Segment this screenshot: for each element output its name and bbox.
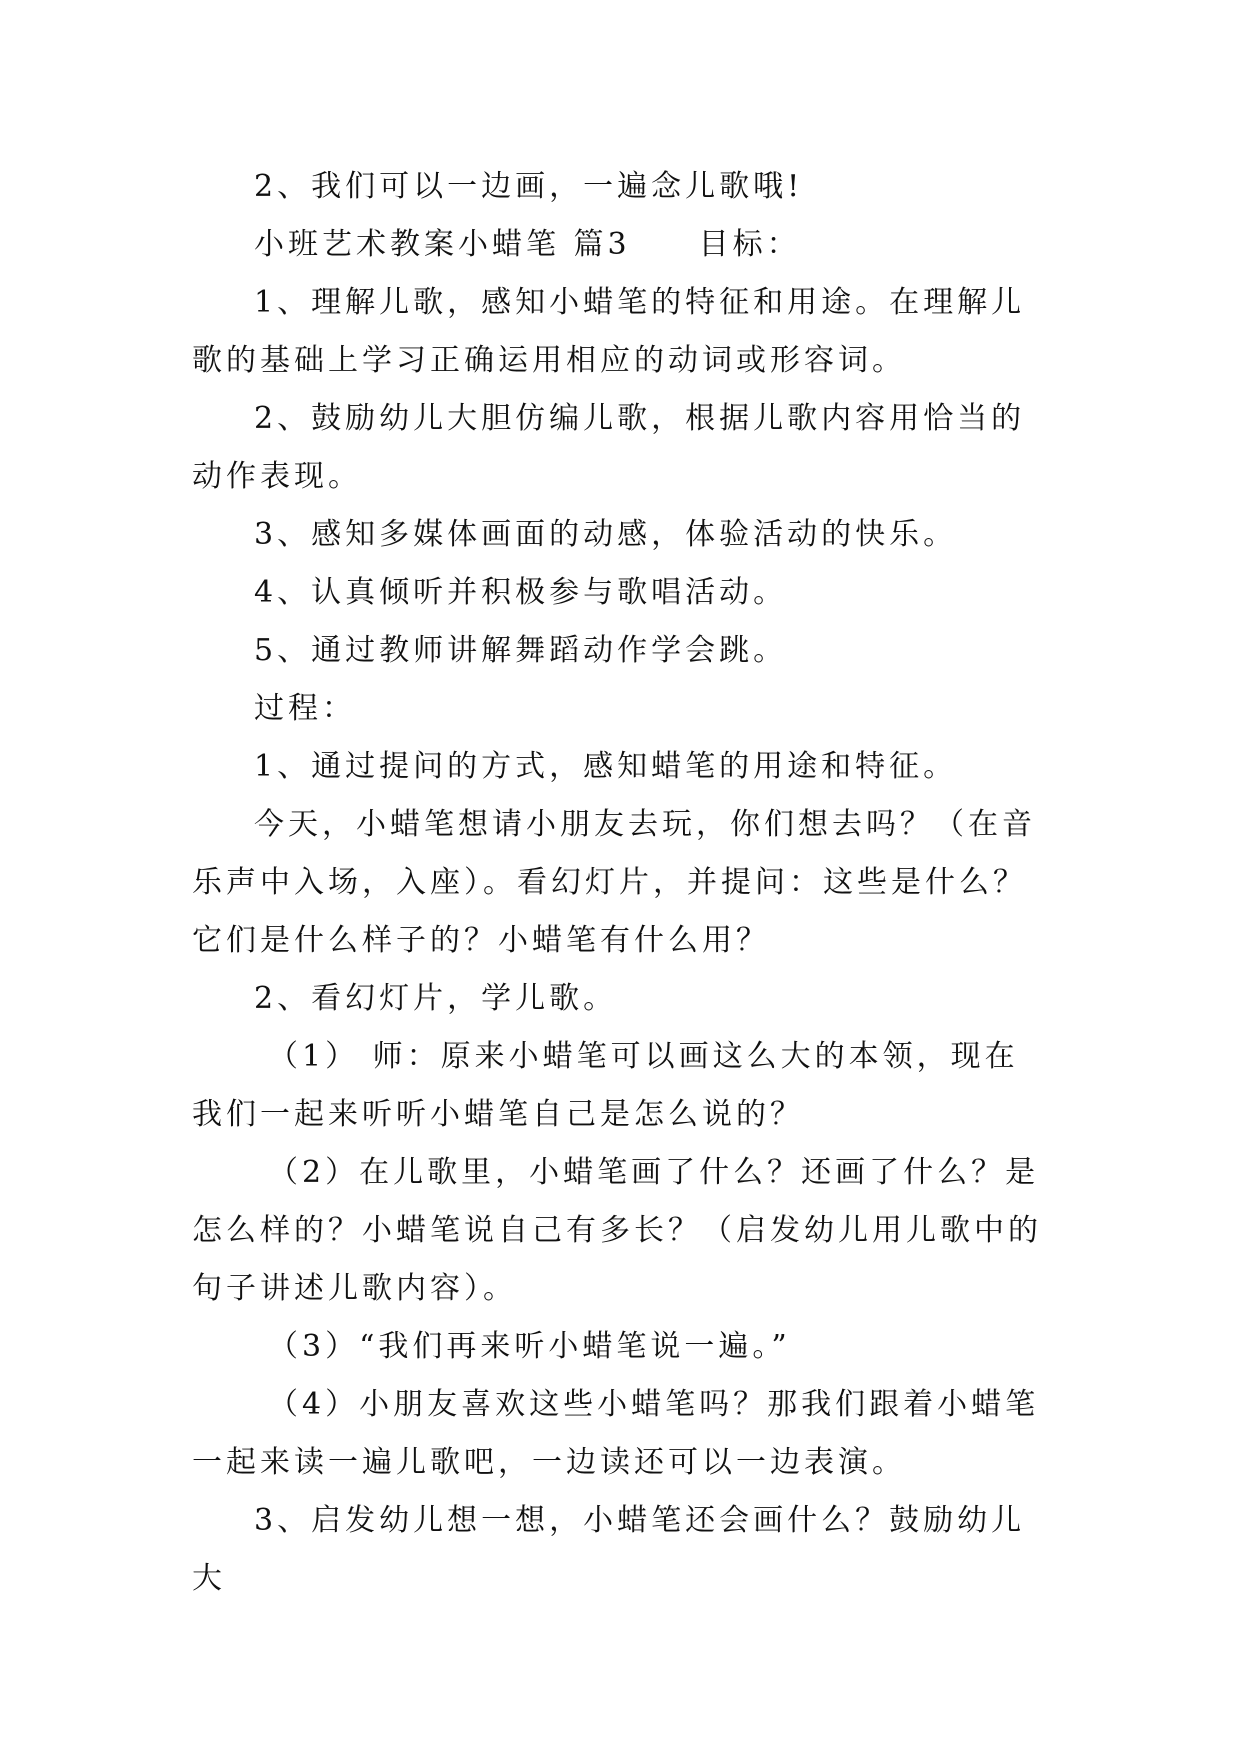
paragraph: 2、鼓励幼儿大胆仿编儿歌，根据儿歌内容用恰当的动作表现。 [192,401,1026,494]
paragraph: 5、通过教师讲解舞蹈动作学会跳。 [254,633,788,668]
paragraph: 今天，小蜡笔想请小朋友去玩，你们想去吗？（在音乐声中入场，入座）。看幻灯片，并提问：这些是什么？它们是什么样子的？小蜡笔有什么用？ [192,807,1036,958]
paragraph: （1） 师：原来小蜡笔可以画这么大的本领，现在我们一起来听听小蜡笔自己是怎么说的？ [192,1039,1019,1132]
paragraph: （3）“我们再来听小蜡笔说一遍。” [268,1329,791,1364]
paragraph: 2、我们可以一边画，一遍念儿歌哦! [254,169,804,204]
paragraph: 4、认真倾听并积极参与歌唱活动。 [254,575,788,610]
paragraph: 1、通过提问的方式，感知蜡笔的用途和特征。 [254,749,958,784]
document-body [192,158,1052,1608]
paragraph: 2、看幻灯片，学儿歌。 [254,981,618,1016]
paragraph: 3、启发幼儿想一想，小蜡笔还会画什么？鼓励幼儿大 [192,1503,1026,1596]
paragraph: （4）小朋友喜欢这些小蜡笔吗？那我们跟着小蜡笔一起来读一遍儿歌吧，一边读还可以一边表演。 [192,1387,1040,1480]
subheading: 过程： [254,691,356,726]
paragraph: 3、感知多媒体画面的动感，体验活动的快乐。 [254,517,958,552]
section-heading: 小班艺术教案小蜡笔 篇3 目标： [254,227,801,262]
paragraph: 1、理解儿歌，感知小蜡笔的特征和用途。在理解儿歌的基础上学习正确运用相应的动词或形容词。 [192,285,1026,378]
paragraph: （2）在儿歌里，小蜡笔画了什么？还画了什么？是怎么样的？小蜡笔说自己有多长？（启发幼儿用儿歌中的句子讲述儿歌内容）。 [192,1155,1042,1306]
